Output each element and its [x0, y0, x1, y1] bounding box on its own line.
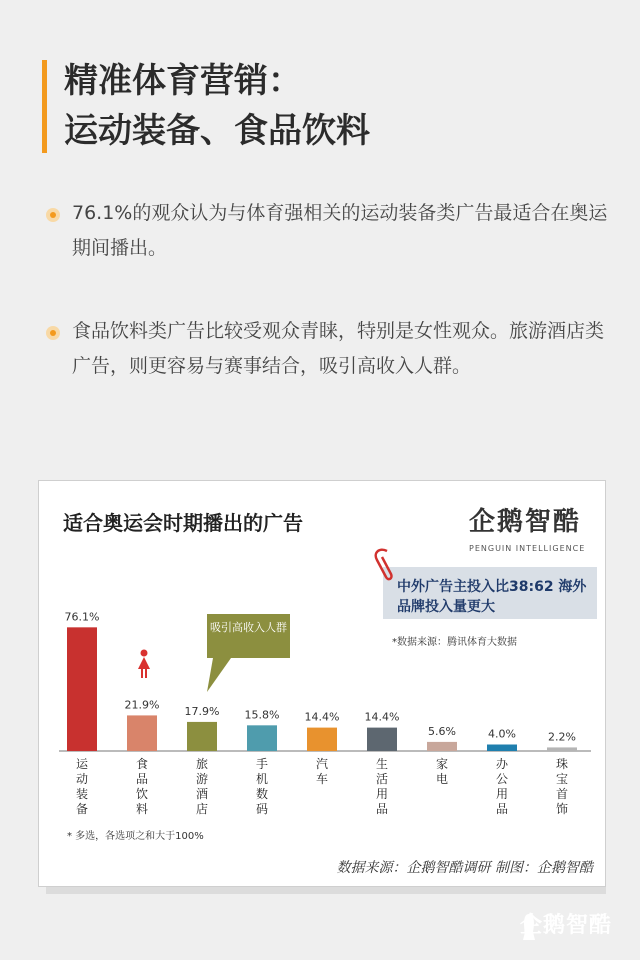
bar-1 [127, 715, 157, 751]
bar-3 [247, 725, 277, 751]
category-label: 生活用品 [375, 757, 389, 816]
title-line-2: 运动装备、食品饮料 [64, 111, 370, 151]
bar-value-label: 17.9% [184, 704, 220, 718]
bar-value-label: 14.4% [364, 710, 400, 724]
bar-value-label: 21.9% [124, 698, 160, 712]
bar-4 [307, 728, 337, 751]
chart-title: 适合奥运会时期播出的广告 [63, 511, 303, 535]
category-label: 办公用品 [495, 757, 509, 816]
category-label: 手机数码 [255, 757, 269, 816]
card-shadow [46, 886, 606, 894]
watermark-logo: 企鹅智酷 [520, 913, 613, 938]
title-line-1: 精准体育营销： [64, 61, 302, 101]
note-source: *数据来源：腾讯体育大数据 [392, 637, 517, 648]
bullet-dot-icon [46, 326, 60, 340]
category-label: 家电 [435, 757, 449, 786]
bullet-text-2: 食品饮料类广告比较受观众青睐，特别是女性观众。旅游酒店类广告，则更容易与赛事结合，吸引高收入人群。 [72, 320, 605, 377]
bar-value-label: 76.1% [64, 610, 100, 624]
chart-card [38, 480, 606, 887]
bar-value-label: 2.2% [548, 730, 576, 744]
bar-value-label: 4.0% [488, 727, 516, 741]
page-title [64, 56, 370, 156]
footnote: * 多选，各选项之和大于100% [67, 831, 204, 842]
category-label: 运动装备 [75, 757, 89, 816]
category-label: 汽车 [315, 757, 329, 786]
bar-5 [367, 728, 397, 751]
category-label: 食品饮料 [135, 757, 149, 816]
bar-value-label: 14.4% [304, 710, 340, 724]
bar-7 [487, 745, 517, 752]
bar-value-label: 5.6% [428, 724, 456, 738]
brand-logo-subtitle: PENGUIN INTELLIGENCE [469, 544, 586, 553]
source-credit: 数据来源：企鹅智酷调研 制图：企鹅智酷 [336, 860, 593, 876]
bullet-dot-icon [46, 208, 60, 222]
bar-0 [67, 627, 97, 751]
bar-6 [427, 742, 457, 751]
bar-chart [39, 481, 605, 821]
note-text: 中外广告主投入比38:62 海外品牌投入量更大 [397, 579, 587, 615]
bar-value-label: 15.8% [244, 708, 280, 722]
category-label: 旅游酒店 [195, 757, 209, 816]
title-accent-bar [42, 60, 47, 153]
bar-8 [547, 747, 577, 751]
brand-logo: 企鹅智酷 [469, 507, 582, 537]
bullet-text-1: 76.1%的观众认为与体育强相关的运动装备类广告最适合在奥运期间播出。 [72, 202, 608, 259]
category-label: 珠宝首饰 [555, 757, 569, 816]
callout-box: 吸引高收入人群 [207, 614, 290, 658]
bar-2 [187, 722, 217, 751]
